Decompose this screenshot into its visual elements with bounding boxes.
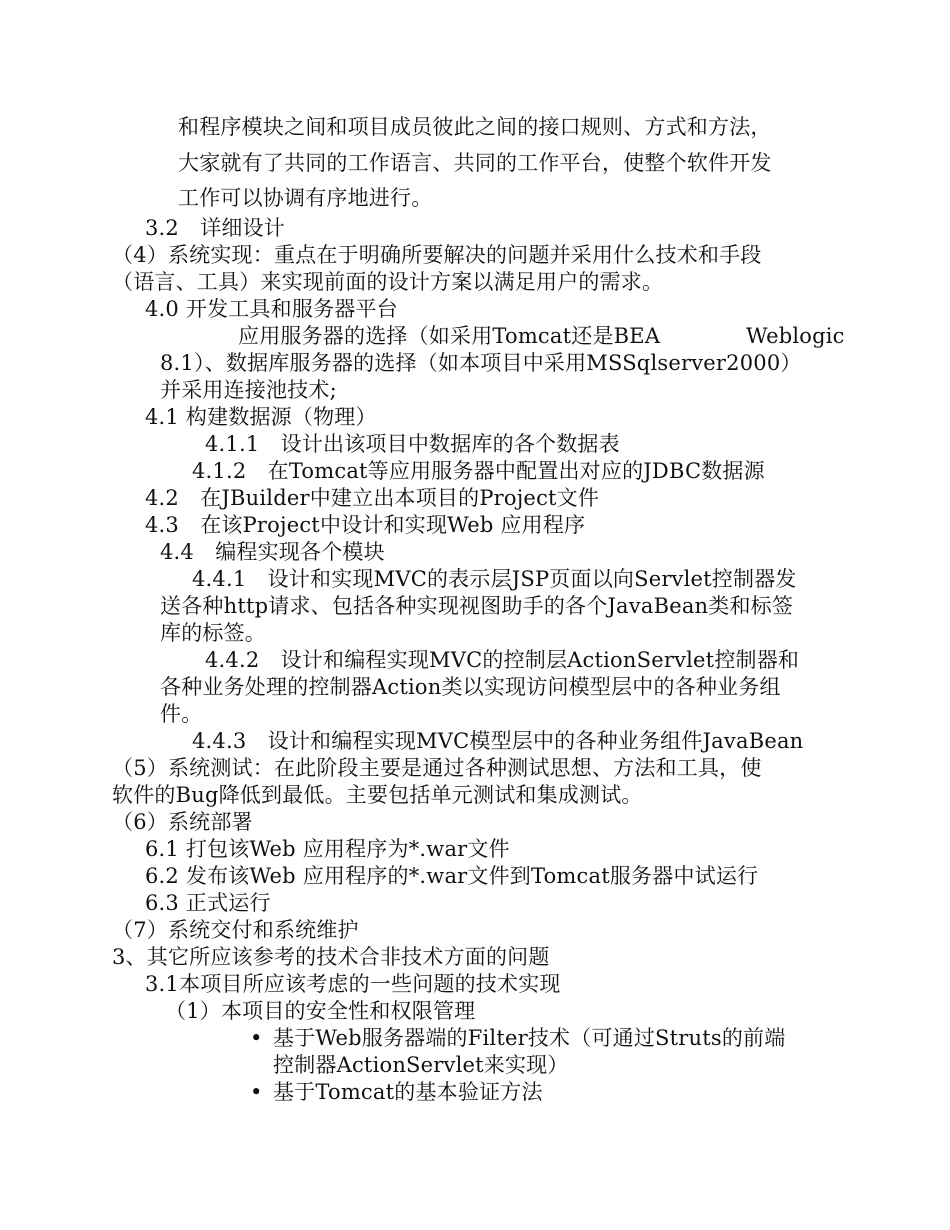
text-line: 6.3 正式运行 xyxy=(145,891,271,915)
text-line: 件。 xyxy=(160,702,203,726)
text-line: 8.1）、数据库服务器的选择（如本项目中采用MSSqlserver2000） xyxy=(160,351,802,375)
text-line: 并采用连接池技术; xyxy=(160,378,337,402)
text-line: 大家就有了共同的工作语言、共同的工作平台，使整个软件开发 xyxy=(178,151,772,175)
text-line: 库的标签。 xyxy=(160,621,266,645)
section-heading: （6）系统部署 xyxy=(112,810,253,834)
section-heading: 4.1 构建数据源（物理） xyxy=(145,405,377,429)
section-heading: 4.4 编程实现各个模块 xyxy=(160,540,385,564)
list-item: 基于Web服务器端的Filter技术（可通过Struts的前端 xyxy=(273,1026,786,1050)
text-line: 和程序模块之间和项目成员彼此之间的接口规则、方式和方法， xyxy=(178,115,772,139)
section-heading: （7）系统交付和系统维护 xyxy=(112,918,359,942)
text-line: 软件的Bug降低到最低。主要包括单元测试和集成测试。 xyxy=(112,783,643,807)
section-heading: 3、其它所应该参考的技术合非技术方面的问题 xyxy=(112,945,550,969)
section-heading: （1）本项目的安全性和权限管理 xyxy=(165,999,476,1023)
list-item: 控制器ActionServlet来实现） xyxy=(273,1053,569,1077)
text-line: 4.1.2 在Tomcat等应用服务器中配置出对应的JDBC数据源 xyxy=(192,459,765,483)
list-item: 基于Tomcat的基本验证方法 xyxy=(273,1080,543,1104)
text-line: 4.1.1 设计出该项目中数据库的各个数据表 xyxy=(205,432,620,456)
section-heading: 4.2 在JBuilder中建立出本项目的Project文件 xyxy=(145,486,600,510)
text-line: 6.2 发布该Web 应用程序的*.war文件到Tomcat服务器中试运行 xyxy=(145,864,759,888)
bullet-icon: • xyxy=(250,1026,263,1050)
section-heading: 3.2 详细设计 xyxy=(145,216,285,240)
text-line: 工作可以协调有序地进行。 xyxy=(178,186,433,210)
section-heading: 4.3 在该Project中设计和实现Web 应用程序 xyxy=(145,513,586,537)
text-line: （4）系统实现：重点在于明确所要解决的问题并采用什么技术和手段 xyxy=(112,243,762,267)
text-line: （5）系统测试：在此阶段主要是通过各种测试思想、方法和工具，使 xyxy=(112,756,762,780)
text-line: 送各种http请求、包括各种实现视图助手的各个JavaBean类和标签 xyxy=(160,594,794,618)
text-line: （语言、工具）来实现前面的设计方案以满足用户的需求。 xyxy=(112,270,664,294)
text-line: 4.4.2 设计和编程实现MVC的控制层ActionServlet控制器和 xyxy=(205,648,800,672)
section-heading: 3.1本项目所应该考虑的一些问题的技术实现 xyxy=(145,972,561,996)
text-line: 4.4.1 设计和实现MVC的表示层JSP页面以向Servlet控制器发 xyxy=(192,567,797,591)
bullet-icon: • xyxy=(250,1080,263,1104)
text-line: 4.4.3 设计和编程实现MVC模型层中的各种业务组件JavaBean xyxy=(192,729,804,753)
text-line: Weblogic xyxy=(746,324,845,348)
text-line: 6.1 打包该Web 应用程序为*.war文件 xyxy=(145,837,510,861)
text-line: 各种业务处理的控制器Action类以实现访问模型层中的各种业务组 xyxy=(160,675,781,699)
text-line: 应用服务器的选择（如采用Tomcat还是BEA xyxy=(238,324,661,348)
section-heading: 4.0 开发工具和服务器平台 xyxy=(145,297,398,321)
